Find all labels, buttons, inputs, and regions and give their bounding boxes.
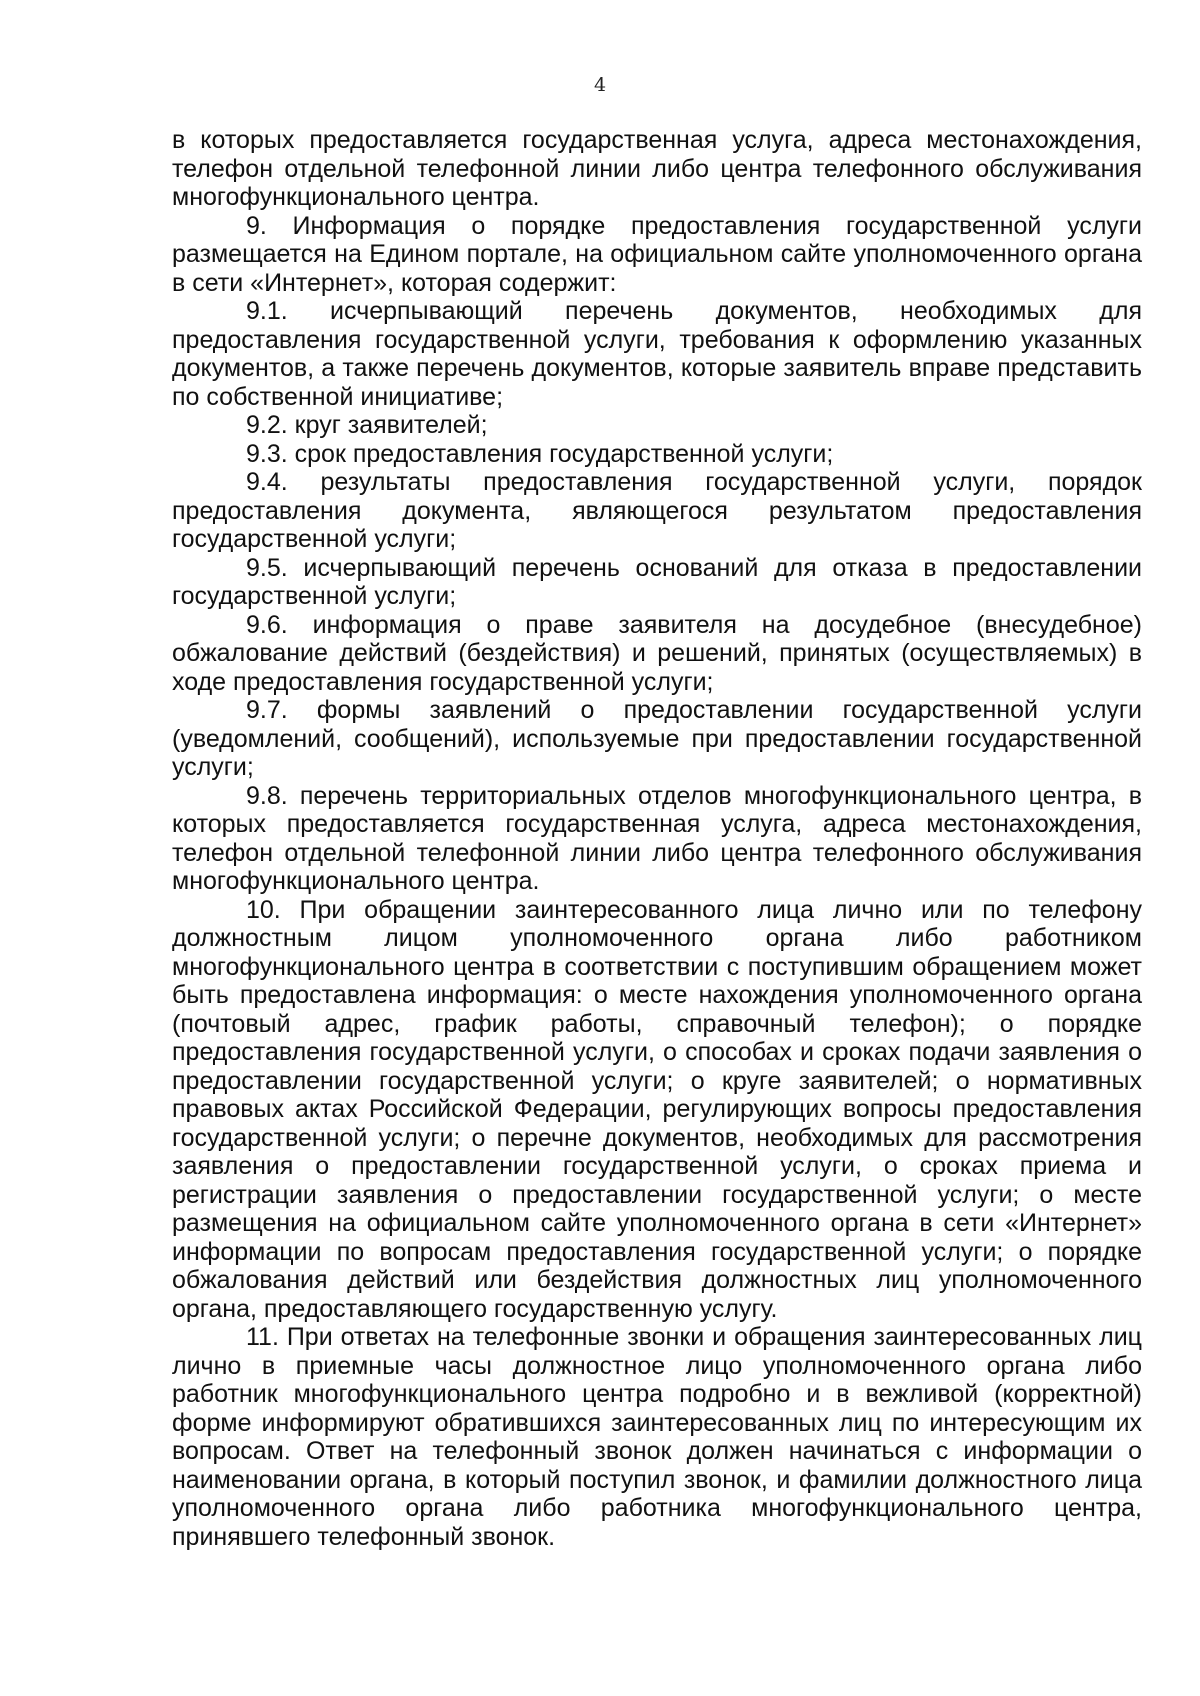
paragraph-9-1: 9.1. исчерпывающий перечень документов, необходимых для предоставления государственной услуги, требования к оформлению указанных документов, а также перечень документов, которые заявитель вправе представить по собственной инициативе; bbox=[172, 297, 1142, 411]
paragraph-continuation: в которых предоставляется государственная услуга, адреса местонахождения, телефон отдельной телефонной линии либо центра телефонного обслуживания многофункционального центра. bbox=[172, 126, 1142, 211]
paragraph-9-8: 9.8. перечень территориальных отделов многофункционального центра, в которых предоставляется государственная услуга, адреса местонахождения, телефон отдельной телефонной линии либо центра телефонного обслуживания многофункционального центра. bbox=[172, 781, 1142, 895]
page-number: 4 bbox=[593, 74, 607, 96]
paragraph-10: 10. При обращении заинтересованного лица лично или по телефону должностным лицом уполномоченного органа либо работником многофункционального центра в соответствии с поступившим обращением может быть предоставлена информация: о месте нахождения уполномоченного органа (почтовый адрес, график работы, справочный телефон); о порядке предоставления государственной услуги, о способах и сроках подачи заявления о предоставлении государственной услуги; о круге заявителей; о нормативных правовых актах Российской Федерации, регулирующих вопросы предоставления государственной услуги; о перечне документов, необходимых для рассмотрения заявления о предоставлении государственной услуги, о сроках приема и регистрации заявления о предоставлении государственной услуги; о месте размещения на официальном сайте уполномоченного органа в сети «Интернет» информации по вопросам предоставления государственной услуги; о порядке обжалования действий или бездействия должностных лиц уполномоченного органа, предоставляющего государственную услугу. bbox=[172, 895, 1142, 1323]
paragraph-9-7: 9.7. формы заявлений о предоставлении государственной услуги (уведомлений, сообщений), используемые при предоставлении государственной услуги; bbox=[172, 696, 1142, 781]
paragraph-9-5: 9.5. исчерпывающий перечень оснований для отказа в предоставлении государственной услуги; bbox=[172, 553, 1142, 610]
document-body bbox=[172, 126, 1142, 1551]
paragraph-9-6: 9.6. информация о праве заявителя на досудебное (внесудебное) обжалование действий (бездействия) и решений, принятых (осуществляемых) в ходе предоставления государственной услуги; bbox=[172, 610, 1142, 696]
paragraph-9-3: 9.3. срок предоставления государственной услуги; bbox=[246, 439, 834, 468]
paragraph-9: 9. Информация о порядке предоставления государственной услуги размещается на Едином портале, на официальном сайте уполномоченного органа в сети «Интернет», которая содержит: bbox=[172, 211, 1142, 297]
paragraph-11: 11. При ответах на телефонные звонки и обращения заинтересованных лиц лично в приемные часы должностное лицо уполномоченного органа либо работник многофункционального центра подробно и в вежливой (корректной) форме информируют обратившихся заинтересованных лиц по интересующим их вопросам. Ответ на телефонный звонок должен начинаться с информации о наименовании органа, в который поступил звонок, и фамилии должностного лица уполномоченного органа либо работника многофункционального центра, принявшего телефонный звонок. bbox=[172, 1323, 1142, 1551]
paragraph-9-2: 9.2. круг заявителей; bbox=[246, 411, 488, 439]
paragraph-9-4: 9.4. результаты предоставления государственной услуги, порядок предоставления документа, являющегося результатом предоставления государственной услуги; bbox=[172, 468, 1142, 553]
